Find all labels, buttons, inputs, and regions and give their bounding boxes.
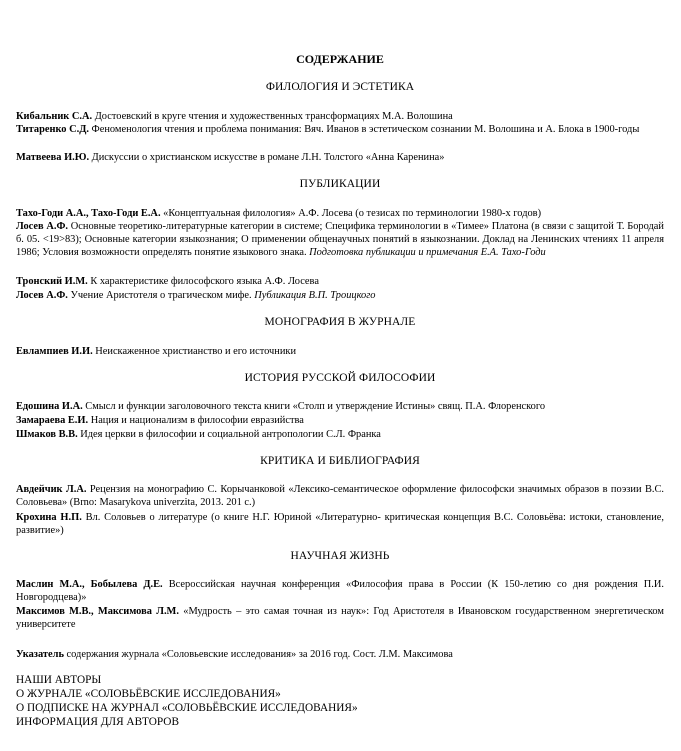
toc-entry[interactable] (16, 428, 664, 441)
entry-title: Неискаженное христианство и его источники (92, 346, 297, 357)
toc-entry[interactable] (16, 207, 664, 220)
entry-title: Достоевский в круге чтения и художественных трансформациях М.А. Волошина (92, 111, 453, 122)
entry-title: Учение Аристотеля о трагическом мифе. (67, 290, 255, 301)
section-heading-criticism: КРИТИКА И БИБЛИОГРАФИЯ (260, 455, 420, 467)
footer-item-authors[interactable]: НАШИ АВТОРЫ (16, 674, 102, 686)
entry-title: Нация и национализм в философии евразийства (88, 415, 304, 426)
entry-title: Всероссийская научная конференция «Философия права в России (К 150-летию со дня рождения П.И. Новгородцева)» (16, 579, 664, 603)
entry-title: Идея церкви в философии и социальной антропологии С.Л. Франка (77, 429, 381, 440)
section-heading-monograph: МОНОГРАФИЯ В ЖУРНАЛЕ (264, 316, 416, 328)
entry-title: Вл. Соловьев о литературе (о книге Н.Г. Юриной «Литературно- критическая концепция В.С. Соловьёва: истоки, становление, развитие») (16, 512, 664, 536)
entry-title: содержания журнала «Соловьевские исследования» за 2016 год. Сост. Л.М. Максимова (63, 649, 453, 660)
page-title: СОДЕРЖАНИЕ (296, 52, 384, 66)
toc-entry[interactable] (16, 345, 664, 358)
entry-author: Тронский И.М. (16, 276, 88, 287)
entry-author: Максимов М.В., Максимова Л.М. (16, 606, 179, 617)
section-heading-scientific-life: НАУЧНАЯ ЖИЗНЬ (290, 550, 390, 562)
entry-author: Крохина Н.П. (16, 512, 82, 523)
entry-title: Основные теоретико-литературные категории в системе; Специфика терминологии в «Тимее» Платона (в связи с защитой Т. Бородай б. 05. <19>83); Основные категории языкознания; О применении общенаучных понятий в языкознании. Доклад на Ленинских чтениях 11 апреля 1986; Условия возможности определять понятие языкового знака. (16, 221, 664, 258)
entry-title: «Мудрость – это самая точная из наук»: Год Аристотеля в Ивановском государственном энергетическом университете (16, 606, 664, 630)
toc-entry[interactable] (16, 578, 664, 604)
entry-author: Авдейчик Л.А. (16, 484, 87, 495)
entry-title: Феноменология чтения и проблема понимания: Вяч. Иванов в эстетическом сознании М. Волошина и А. Блока в 1900-годы (88, 124, 640, 135)
toc-entry[interactable] (16, 605, 664, 631)
entry-title: Смысл и функции заголовочного текста книги «Столп и утверждение Истины» свящ. П.А. Флоренского (82, 401, 546, 412)
entry-author: Едошина И.А. (16, 401, 83, 412)
entry-author: Тахо-Годи А.А., Тахо-Годи Е.А. (16, 208, 161, 219)
entry-title: «Концептуальная филология» А.Ф. Лосева (о тезисах по терминологии 1980-х годов) (160, 208, 542, 219)
toc-entry[interactable] (16, 414, 664, 427)
entry-author: Лосев А.Ф. (16, 290, 68, 301)
entry-author: Лосев А.Ф. (16, 221, 69, 232)
entry-author: Матвеева И.Ю. (16, 152, 90, 163)
toc-entry[interactable] (16, 275, 664, 288)
entry-note: Публикация В.П. Троицкого (254, 290, 376, 301)
entry-author: Шмаков В.В. (16, 429, 78, 440)
toc-entry[interactable] (16, 483, 664, 509)
footer-item-about-journal[interactable]: О ЖУРНАЛЕ «СОЛОВЬЁВСКИЕ ИССЛЕДОВАНИЯ» (16, 688, 281, 700)
entry-title: Рецензия на монографию С. Корычанковой «Лексико-семантическое оформление философски значимых образов в поэзии В.С. Соловьева» (Brno: Masarykova univerzita, 2013. 201 с.) (16, 484, 664, 508)
entry-author: Маслин М.А., Бобылева Д.Е. (16, 579, 163, 590)
index-entry[interactable] (16, 648, 664, 661)
entry-author: Замараева Е.И. (16, 415, 89, 426)
toc-entry[interactable] (16, 289, 664, 302)
entry-note: Подготовка публикации и примечания Е.А. Тахо-Годи (309, 247, 546, 258)
section-heading-philology: ФИЛОЛОГИЯ И ЭСТЕТИКА (265, 81, 415, 93)
toc-entry[interactable] (16, 400, 664, 413)
toc-entry[interactable] (16, 220, 664, 259)
toc-entry[interactable] (16, 110, 664, 123)
section-heading-history: ИСТОРИЯ РУССКОЙ ФИЛОСОФИИ (244, 372, 436, 384)
section-heading-publications: ПУБЛИКАЦИИ (299, 178, 381, 190)
entry-author: Указатель (16, 649, 64, 660)
toc-entry[interactable] (16, 151, 664, 164)
footer-item-author-info[interactable]: ИНФОРМАЦИЯ ДЛЯ АВТОРОВ (16, 716, 179, 728)
entry-author: Титаренко С.Д. (16, 124, 89, 135)
footer-item-subscription[interactable]: О ПОДПИСКЕ НА ЖУРНАЛ «СОЛОВЬЁВСКИЕ ИССЛЕДОВАНИЯ» (16, 702, 358, 714)
entry-title: К характеристике философского языка А.Ф. Лосева (87, 276, 319, 287)
toc-entry[interactable] (16, 123, 664, 136)
entry-title: Дискуссии о христианском искусстве в романе Л.Н. Толстого «Анна Каренина» (89, 152, 445, 163)
entry-author: Кибальник С.А. (16, 111, 93, 122)
toc-entry[interactable] (16, 511, 664, 537)
entry-author: Евлампиев И.И. (16, 346, 93, 357)
